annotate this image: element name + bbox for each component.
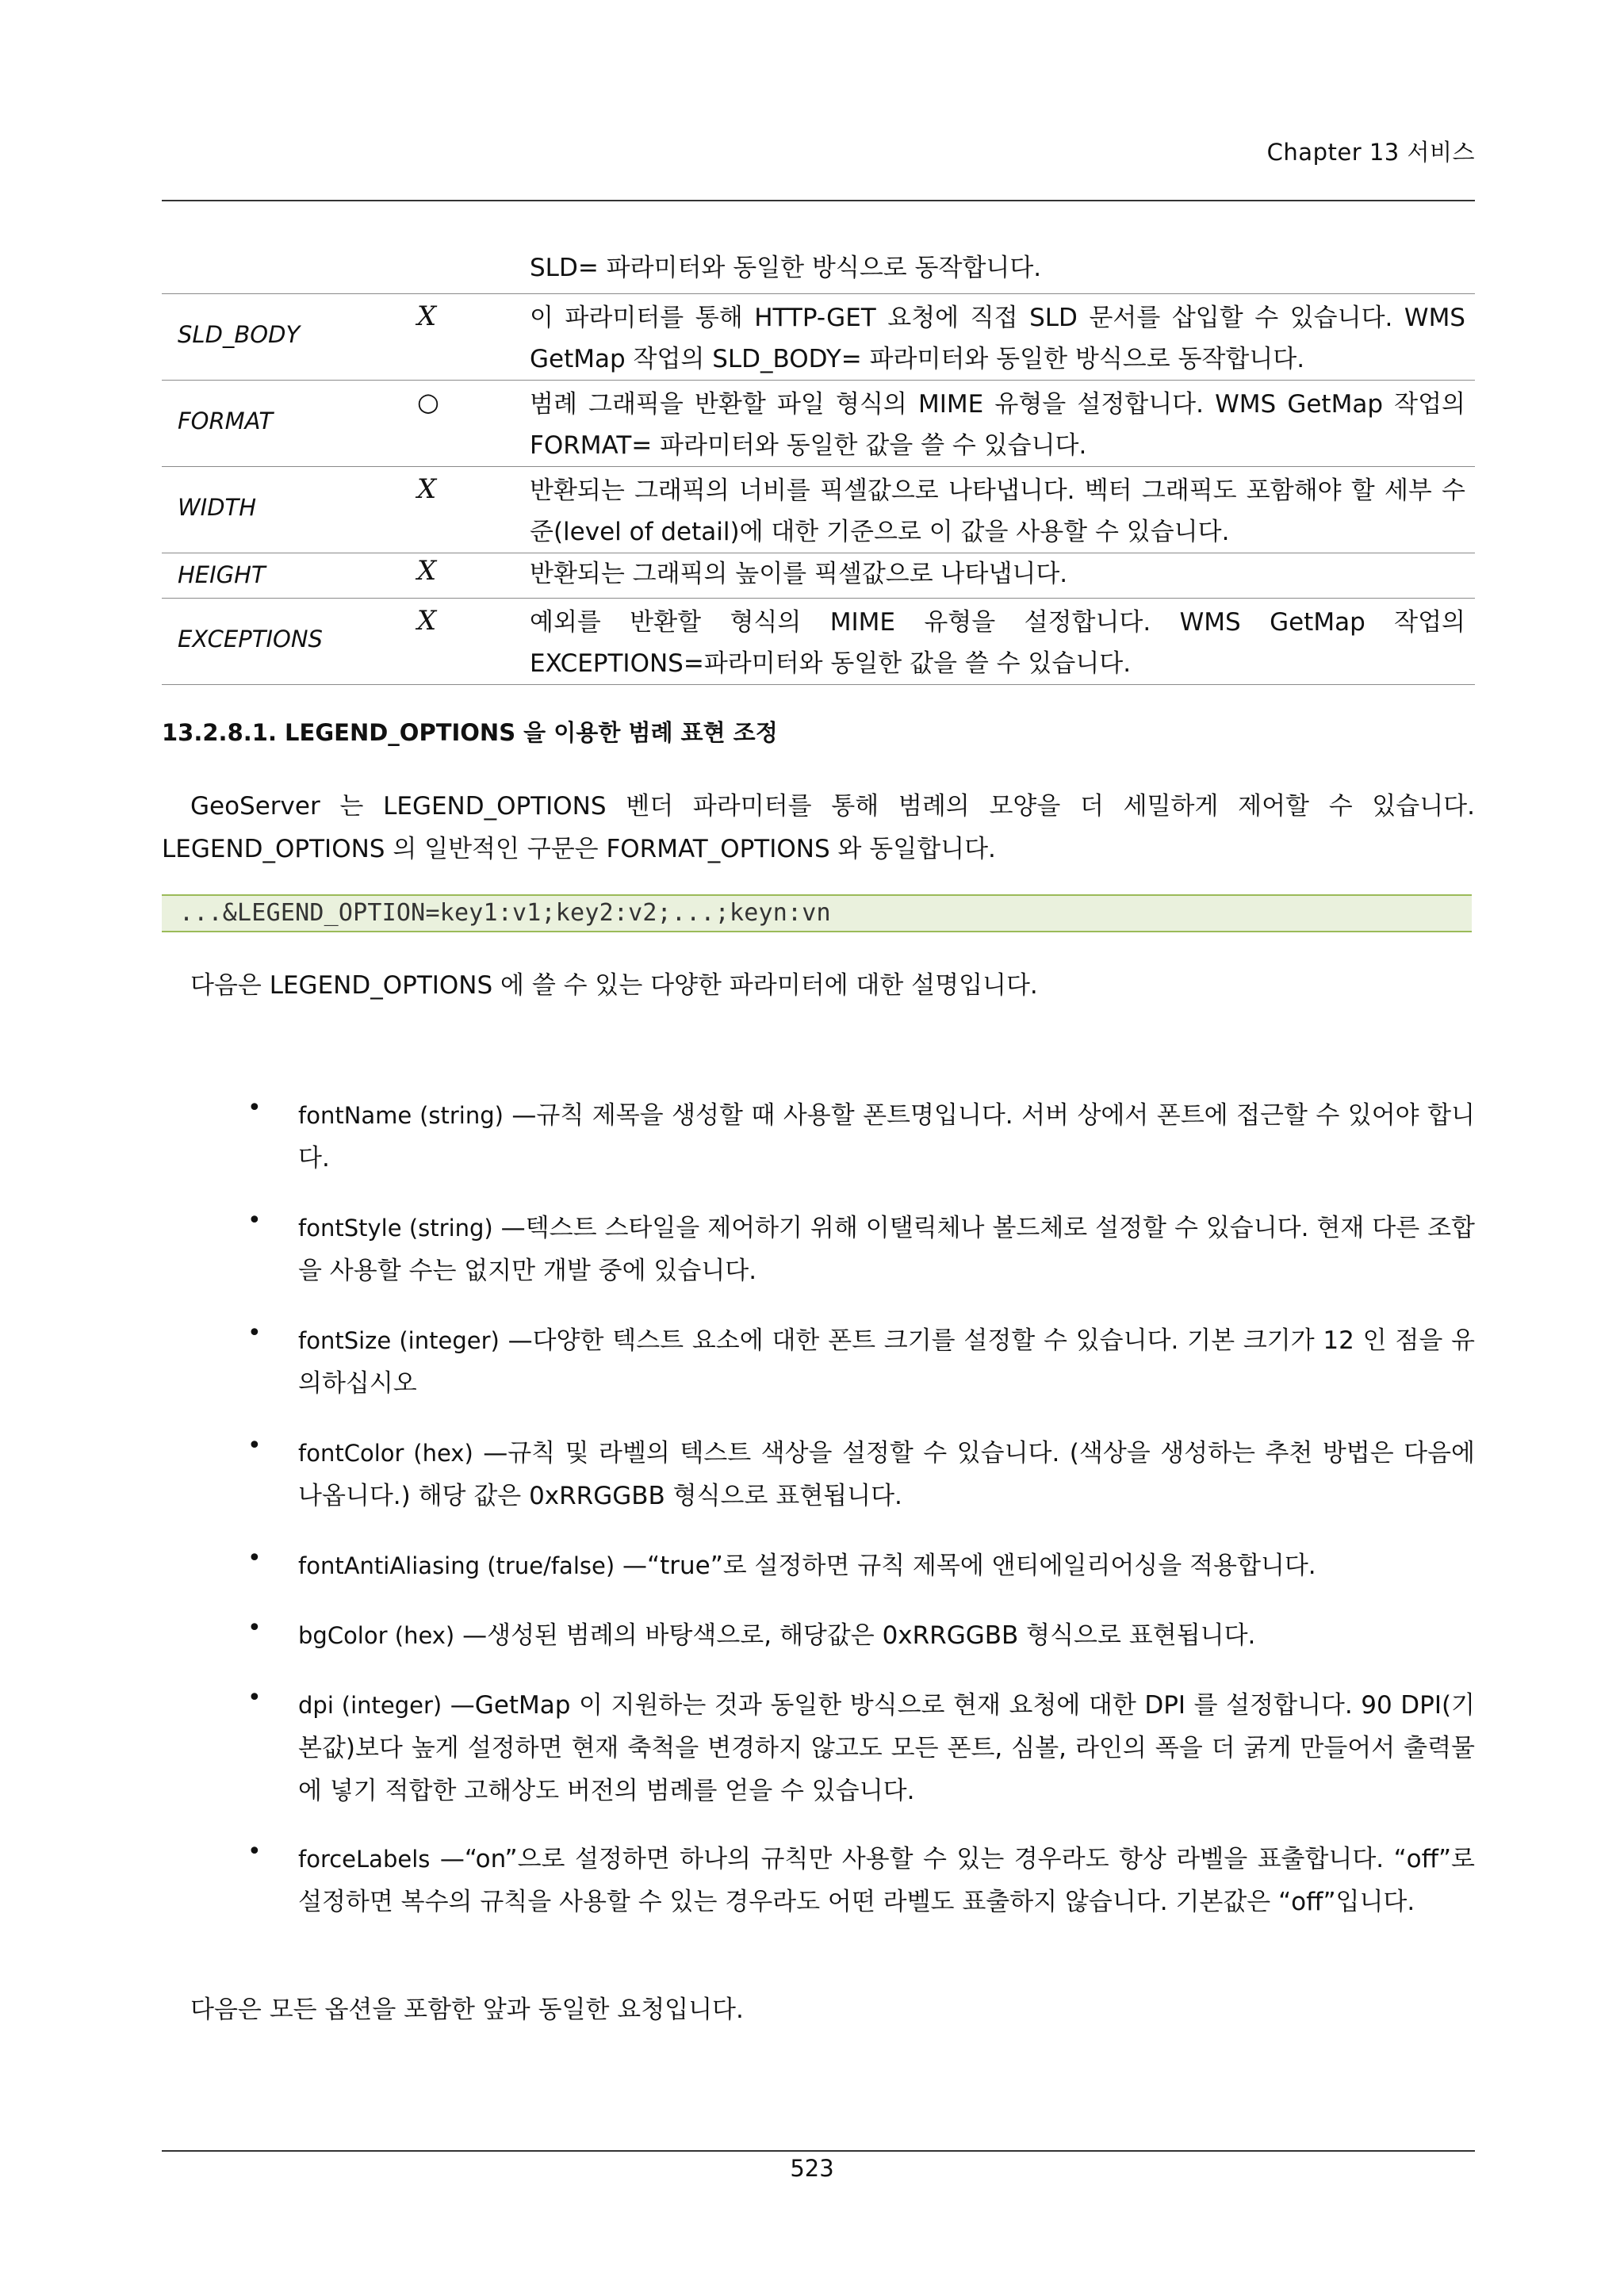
bullet-icon: •: [247, 1838, 262, 1866]
page-header: Chapter 13 서비스: [1266, 139, 1475, 166]
code-block: [162, 894, 1472, 932]
table-row: [162, 553, 1475, 599]
list-item-text: fontAntiAliasing (true/false) —“true”로 설정하면 규칙 제목에 앤티에일리어싱을 적용합니다.: [298, 1552, 1316, 1580]
bullet-icon: •: [247, 1432, 262, 1460]
list-item-text: fontStyle (string) —텍스트 스타일을 제어하기 위해 이탤릭체나 볼드체로 설정할 수 있습니다. 현재 다른 조합을 사용할 수는 없지만 개발 중에 있습니다.: [298, 1214, 1475, 1285]
page-number: 523: [790, 2155, 834, 2182]
required-flag: X: [417, 555, 437, 587]
table-row: [162, 247, 1475, 294]
list-item-text: forceLabels —“on”으로 설정하면 하나의 규칙만 사용할 수 있는 경우라도 항상 라벨을 표출합니다. “off”로 설정하면 복수의 규칙을 사용할 수 있는 경우라도 어떤 라벨도 표출하지 않습니다. 기본값은 “off”입니다.: [298, 1845, 1475, 1916]
param-name: FORMAT: [178, 408, 274, 434]
param-description: 범례 그래픽을 반환할 파일 형식의 MIME 유형을 설정합니다. WMS GetMap 작업의 FORMAT= 파라미터와 동일한 값을 쓸 수 있습니다.: [530, 390, 1465, 460]
param-name: HEIGHT: [178, 561, 266, 588]
param-description: 예외를 반환할 형식의 MIME 유형을 설정합니다. WMS GetMap 작업의 EXCEPTIONS=파라미터와 동일한 값을 쓸 수 있습니다.: [530, 608, 1465, 678]
header-rule: [162, 200, 1475, 201]
code-line: ...&LEGEND_OPTION=key1:v1;key2:v2;...;keyn:vn: [179, 899, 831, 927]
list-item-text: dpi (integer) —GetMap 이 지원하는 것과 동일한 방식으로 현재 요청에 대한 DPI 를 설정합니다. 90 DPI(기본값)보다 높게 설정하면 현재 축척을 변경하지 않고도 모든 폰트, 심볼, 라인의 폭을 더 굵게 만들어서 출력물에 넣기 적합한 고해상도 버전의 범례를 얻을 수 있습니다.: [298, 1691, 1475, 1805]
param-description: 반환되는 그래픽의 높이를 픽셀값으로 나타냅니다.: [530, 560, 1068, 588]
bullet-icon: •: [247, 1684, 262, 1712]
closing-paragraph: 다음은 모든 옵션을 포함한 앞과 동일한 요청입니다.: [190, 1996, 744, 2024]
bullet-icon: •: [247, 1614, 262, 1642]
table-row: [162, 381, 1475, 467]
list-item-text: bgColor (hex) —생성된 범례의 바탕색으로, 해당값은 0xRRGGBB 형식으로 표현됩니다.: [298, 1621, 1256, 1650]
parameter-table: [162, 247, 1475, 685]
table-row: [162, 294, 1475, 381]
param-name: SLD_BODY: [178, 321, 301, 348]
table-row: [162, 467, 1475, 553]
list-intro: 다음은 LEGEND_OPTIONS 에 쓸 수 있는 다양한 파라미터에 대한 설명입니다.: [190, 971, 1038, 1000]
required-flag: X: [417, 300, 437, 332]
section-heading: 13.2.8.1. LEGEND_OPTIONS 을 이용한 범례 표현 조정: [162, 719, 778, 746]
bullet-icon: •: [247, 1207, 262, 1234]
table-row-description: SLD= 파라미터와 동일한 방식으로 동작합니다.: [530, 254, 1042, 282]
list-item-text: fontSize (integer) —다양한 텍스트 요소에 대한 폰트 크기를 설정할 수 있습니다. 기본 크기가 12 인 점을 유의하십시오: [298, 1326, 1475, 1398]
bullet-icon: •: [247, 1544, 262, 1572]
param-description: 반환되는 그래픽의 너비를 픽셀값으로 나타냅니다. 벡터 그래픽도 포함해야 할 세부 수준(level of detail)에 대한 기준으로 이 값을 사용할 수 있습니다.: [530, 476, 1465, 546]
bullet-icon: •: [247, 1319, 262, 1347]
footer-rule: [162, 2150, 1475, 2152]
required-flag: X: [417, 605, 437, 637]
param-description: 이 파라미터를 통해 HTTP-GET 요청에 직접 SLD 문서를 삽입할 수 있습니다. WMS GetMap 작업의 SLD_BODY= 파라미터와 동일한 방식으로 동작합니다.: [530, 304, 1465, 373]
intro-paragraph: GeoServer 는 LEGEND_OPTIONS 벤더 파라미터를 통해 범례의 모양을 더 세밀하게 제어할 수 있습니다. LEGEND_OPTIONS 의 일반적인 구문은 FORMAT_OPTIONS 와 동일합니다.: [162, 792, 1475, 863]
bullet-icon: •: [247, 1094, 262, 1122]
param-name: WIDTH: [178, 494, 257, 521]
list-item-text: fontName (string) —규칙 제목을 생성할 때 사용할 폰트명입니다. 서버 상에서 폰트에 접근할 수 있어야 합니다.: [298, 1101, 1475, 1173]
list-item-text: fontColor (hex) —규칙 및 라벨의 텍스트 색상을 설정할 수 있습니다. (색상을 생성하는 추천 방법은 다음에 나옵니다.) 해당 값은 0xRRGGBB 형식으로 표현됩니다.: [298, 1439, 1475, 1510]
required-flag: ○: [417, 387, 439, 417]
param-name: EXCEPTIONS: [178, 626, 323, 652]
required-flag: X: [417, 473, 437, 505]
table-row: [162, 599, 1475, 685]
